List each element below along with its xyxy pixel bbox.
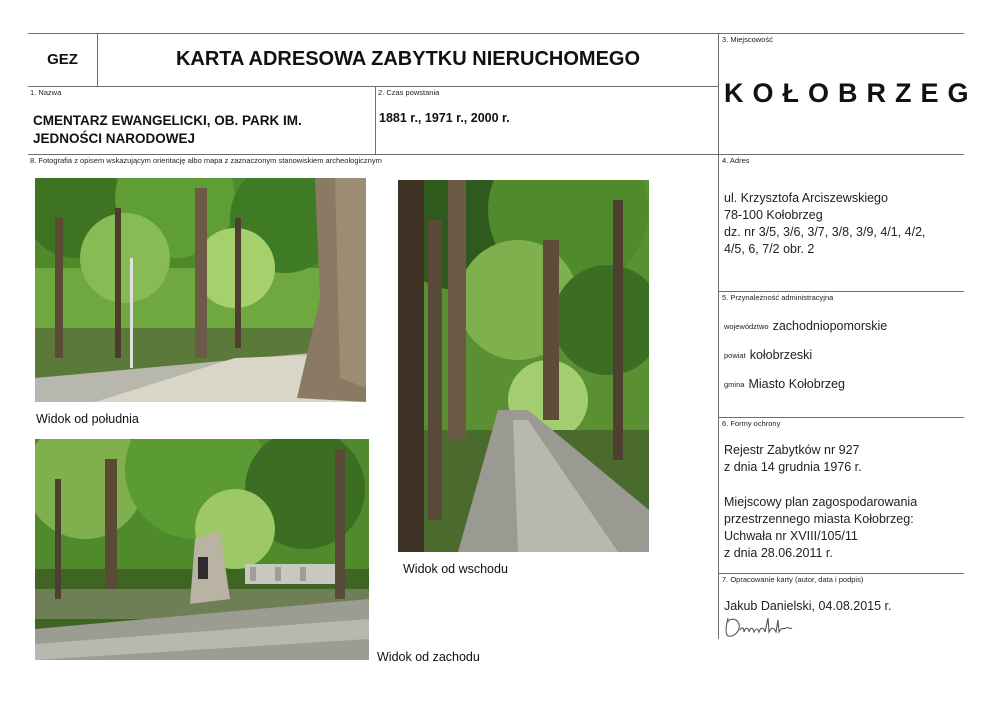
name-value-line1: CMENTARZ EWANGELICKI, OB. PARK IM. bbox=[33, 113, 302, 128]
photo-view-south bbox=[35, 178, 366, 402]
admin-county-prefix: powiat bbox=[724, 351, 746, 360]
locality-value: KOŁOBRZEG bbox=[724, 78, 978, 108]
photos-label: 8. Fotografia z opisem wskazującym orientację albo mapa z zaznaczonym stanowiskiem archeologicznym bbox=[30, 156, 382, 165]
rule-protection-top bbox=[718, 417, 964, 418]
admin-commune bbox=[724, 376, 845, 393]
caption-south: Widok od południa bbox=[36, 412, 139, 426]
rule-header-bottom bbox=[28, 86, 718, 87]
admin-voivodeship-value: zachodniopomorskie bbox=[772, 319, 888, 333]
protection-line-2: z dnia 14 grudnia 1976 r. bbox=[724, 460, 862, 474]
locality-label: 3. Miejscowość bbox=[722, 35, 773, 44]
rule-name-period-divider bbox=[375, 86, 376, 154]
admin-county-value: kołobrzeski bbox=[749, 348, 813, 362]
rule-right-column bbox=[718, 33, 719, 639]
address-line-2: 78-100 Kołobrzeg bbox=[724, 208, 823, 222]
address-line-1: ul. Krzysztofa Arciszewskiego bbox=[724, 191, 888, 205]
protection-line-6: z dnia 28.06.2011 r. bbox=[724, 546, 833, 560]
author-value: Jakub Danielski, 04.08.2015 r. bbox=[724, 599, 892, 613]
signature-image bbox=[722, 614, 802, 640]
protection-line-5: Uchwała nr XVIII/105/11 bbox=[724, 529, 858, 543]
admin-commune-value: Miasto Kołobrzeg bbox=[748, 377, 846, 391]
rule-admin-top bbox=[718, 291, 964, 292]
photo-view-east bbox=[398, 180, 649, 552]
caption-west: Widok od zachodu bbox=[377, 650, 480, 664]
address-label: 4. Adres bbox=[722, 156, 750, 165]
card-title: KARTA ADRESOWA ZABYTKU NIERUCHOMEGO bbox=[175, 48, 641, 70]
protection-line-3: Miejscowy plan zagospodarowania bbox=[724, 495, 918, 509]
address-line-4: 4/5, 6, 7/2 obr. 2 bbox=[724, 242, 815, 256]
admin-voivodeship bbox=[724, 318, 887, 335]
photo-view-west bbox=[35, 439, 369, 660]
address-line-3: dz. nr 3/5, 3/6, 3/7, 3/8, 3/9, 4/1, 4/2, bbox=[724, 225, 926, 239]
rule-section8-top bbox=[28, 154, 964, 155]
author-label: 7. Opracowanie karty (autor, data i podpis) bbox=[722, 575, 864, 584]
rule-top bbox=[28, 33, 964, 34]
caption-east: Widok od wschodu bbox=[403, 562, 508, 576]
period-label: 2. Czas powstania bbox=[378, 88, 440, 97]
protection-line-4: przestrzennego miasta Kołobrzeg: bbox=[724, 512, 914, 526]
admin-county bbox=[724, 347, 812, 364]
admin-voivodeship-prefix: województwo bbox=[724, 322, 769, 331]
rule-author-top bbox=[718, 573, 964, 574]
admin-commune-prefix: gmina bbox=[724, 380, 745, 389]
protection-line-1: Rejestr Zabytków nr 927 bbox=[724, 443, 860, 457]
card-code: GEZ bbox=[47, 51, 78, 68]
admin-label: 5. Przynależność administracyjna bbox=[722, 293, 834, 302]
name-label: 1. Nazwa bbox=[30, 88, 62, 97]
protection-label: 6. Formy ochrony bbox=[722, 419, 781, 428]
name-value-line2: JEDNOŚCI NARODOWEJ bbox=[33, 131, 196, 146]
period-value: 1881 r., 1971 r., 2000 r. bbox=[379, 111, 510, 125]
